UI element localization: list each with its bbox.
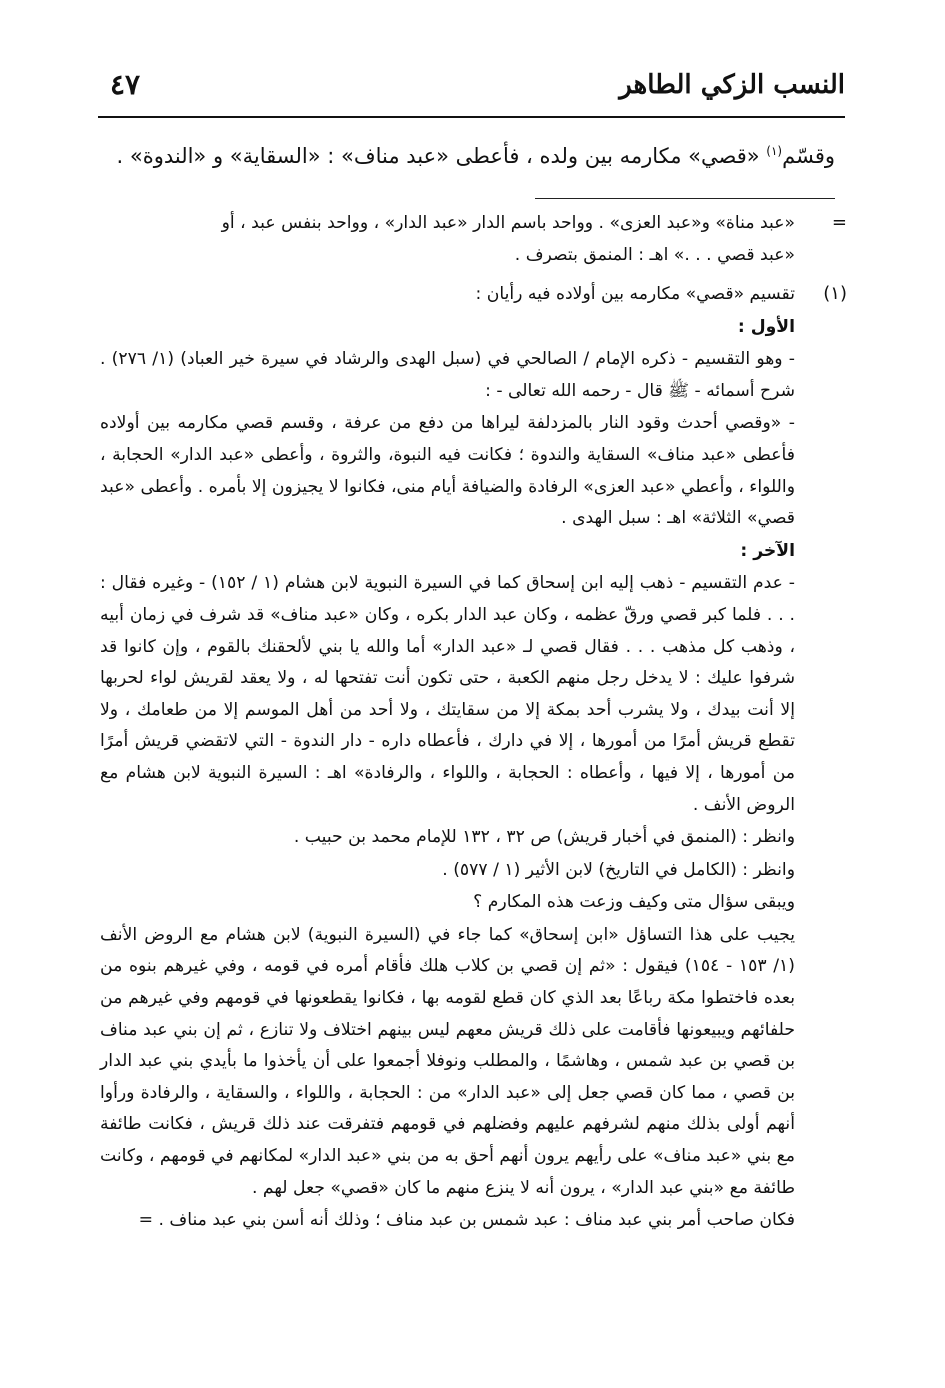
opinion-first-quote: - «وقصي أحدث وقود النار بالمزدلفة ليراها من دفع من عرفة ، وقسم قصي مكارمه بين أولاده فأعطى «عبد مناف» السقاية والندوة ؛ فكانت فيه النبوة، والثروة ، وأعطى «عبد الدار» الحجابة ، واللواء ، وأعطي «عبد العزى» الرفادة والضيافة أيام منى، فكانوا لا يجيزون إلا بأمره . وأعطى «عبد قصي» الثلاثة» اهـ : سبل الهدى .	[100, 413, 795, 529]
continued-line-1: «عبد مناة» و«عبد العزى» . وواحد باسم الدار «عبد الدار» ، وواحد بنفس عبد ، أو	[221, 213, 795, 233]
footnote-divider	[535, 198, 835, 199]
reference-munammaq: وانظر : (المنمق في أخبار قريش) ص ٣٢ ، ١٣٢ للإمام محمد بن حبيب .	[293, 827, 795, 848]
opinion-first-source: - وهو التقسيم - ذكره الإمام / الصالحي في (سبل الهدى والرشاد في سيرة خير العباد) (١/ ٢٧٦) . شرح أسمائه - ﷺ قال - رحمه الله تعالى - :	[100, 349, 795, 401]
ibn-ishaq-answer: يجيب على هذا التساؤل «ابن إسحاق» كما جاء في (السيرة النبوية) لابن هشام مع الروض الأنف (١/ ١٥٣ - ١٥٤) فيقول : «ثم إن قصي بن كلاب هلك فأقام أمره في قومه ، وفي غيرهم بنوه من بعده فاختطوا مكة رباعًا بعد الذي كان قطع لقومه بها ، فكانوا يقطعونها في قومهم وفي غيرهم من حلفائهم ويبيعونها فأقامت على ذلك قريش معهم ليس بينهم اختلاف ولا تنازع ، ثم إن بني عبد مناف بن قصي بن عبد شمس ، وهاشمًا ، والمطلب ونوفلا أجمعوا على أن يأخذوا ما بأيدي بني عبد الدار بن قصي ، مما كان قصي جعل إلى «عبد الدار» من : الحجابة ، واللواء ، والسقاية ، والرفادة ورأوا أنهم أولى بذلك منهم لشرفهم عليهم وفضلهم في قومهم فتفرقت عند ذلك قريش ، فكانت طائفة مع بني «عبد مناف» على رأيهم يرون أنهم أحق به من بني «عبد الدار» لمكانهم في قومهم ، وكانت طائفة مع «بني عبد الدار» ، يرون أنه لا ينزع منهم ما كان «قصي» جعل لهم .	[100, 924, 795, 1198]
continued-line-2: «عبد قصي . . .» اهـ : المنمق بتصرف .	[514, 244, 795, 265]
main-text-end: «قصي» مكارمه بين ولده ، فأعطى «عبد مناف» : «السقاية» و «الندوة» .	[116, 144, 767, 168]
opinion-first-heading: الأول :	[737, 316, 795, 337]
opinion-second-text: - عدم التقسيم - ذهب إليه ابن إسحاق كما في السيرة النبوية لابن هشام (١ / ١٥٢) - وغيره فقال : . . . فلما كبر قصي ورقّ عظمه ، وكان عبد الدار بكره ، وكان «عبد مناف» قد شرف في زمان أبيه ، وذهب كل مذهب . . . فقال قصي لـ «عبد الدار» أما والله يا بني لألحقنك بالقوم ، وإن كانوا قد شرفوا عليك : لا يدخل رجل منهم الكعبة ، حتى تكون أنت تفتحها له ، ولا يعقد لقريش لواء لحربها إلا أنت بيدك ، ولا يشرب أحد بمكة إلا من سقايتك ، ولا أحد من أهل الموسم إلا من طعامك ، ولا تقطع قريش أمرًا من أمورها ، إلا في دارك ، فأعطاه داره - دار الندوة - التي لاتقضي قريش أمرًا من أمورها ، إلا فيها ، وأعطاه : الحجابة ، واللواء ، والرفادة» اهـ : السيرة النبوية لابن هشام مع الروض الأنف .	[100, 573, 795, 815]
reference-kamil: وانظر : (الكامل في التاريخ) لابن الأثير (١ / ٥٧٧) .	[442, 859, 795, 880]
main-text-start: وقسّم	[782, 144, 835, 168]
continued-footnote	[100, 208, 795, 271]
page-number: ٤٧	[110, 68, 141, 101]
question-line: ويبقى سؤال متى وكيف وزعت هذه المكارم ؟	[473, 892, 795, 913]
footnote-number: (١)	[823, 283, 847, 304]
running-title: النسب الزكي الطاهر	[619, 70, 845, 100]
footnote-body	[100, 279, 795, 1238]
footnote-marker: (١)	[766, 144, 783, 158]
continuation-mark: =	[831, 212, 847, 233]
page-header	[98, 66, 845, 118]
final-line: فكان صاحب أمر بني عبد مناف : عبد شمس بن عبد مناف ؛ وذلك أنه أسن بني عبد مناف . =	[138, 1210, 795, 1231]
main-text	[98, 136, 835, 171]
footnote-intro: تقسيم «قصي» مكارمه بين أولاده فيه رأيان :	[475, 284, 795, 304]
opinion-second-heading: الآخر :	[740, 540, 795, 561]
